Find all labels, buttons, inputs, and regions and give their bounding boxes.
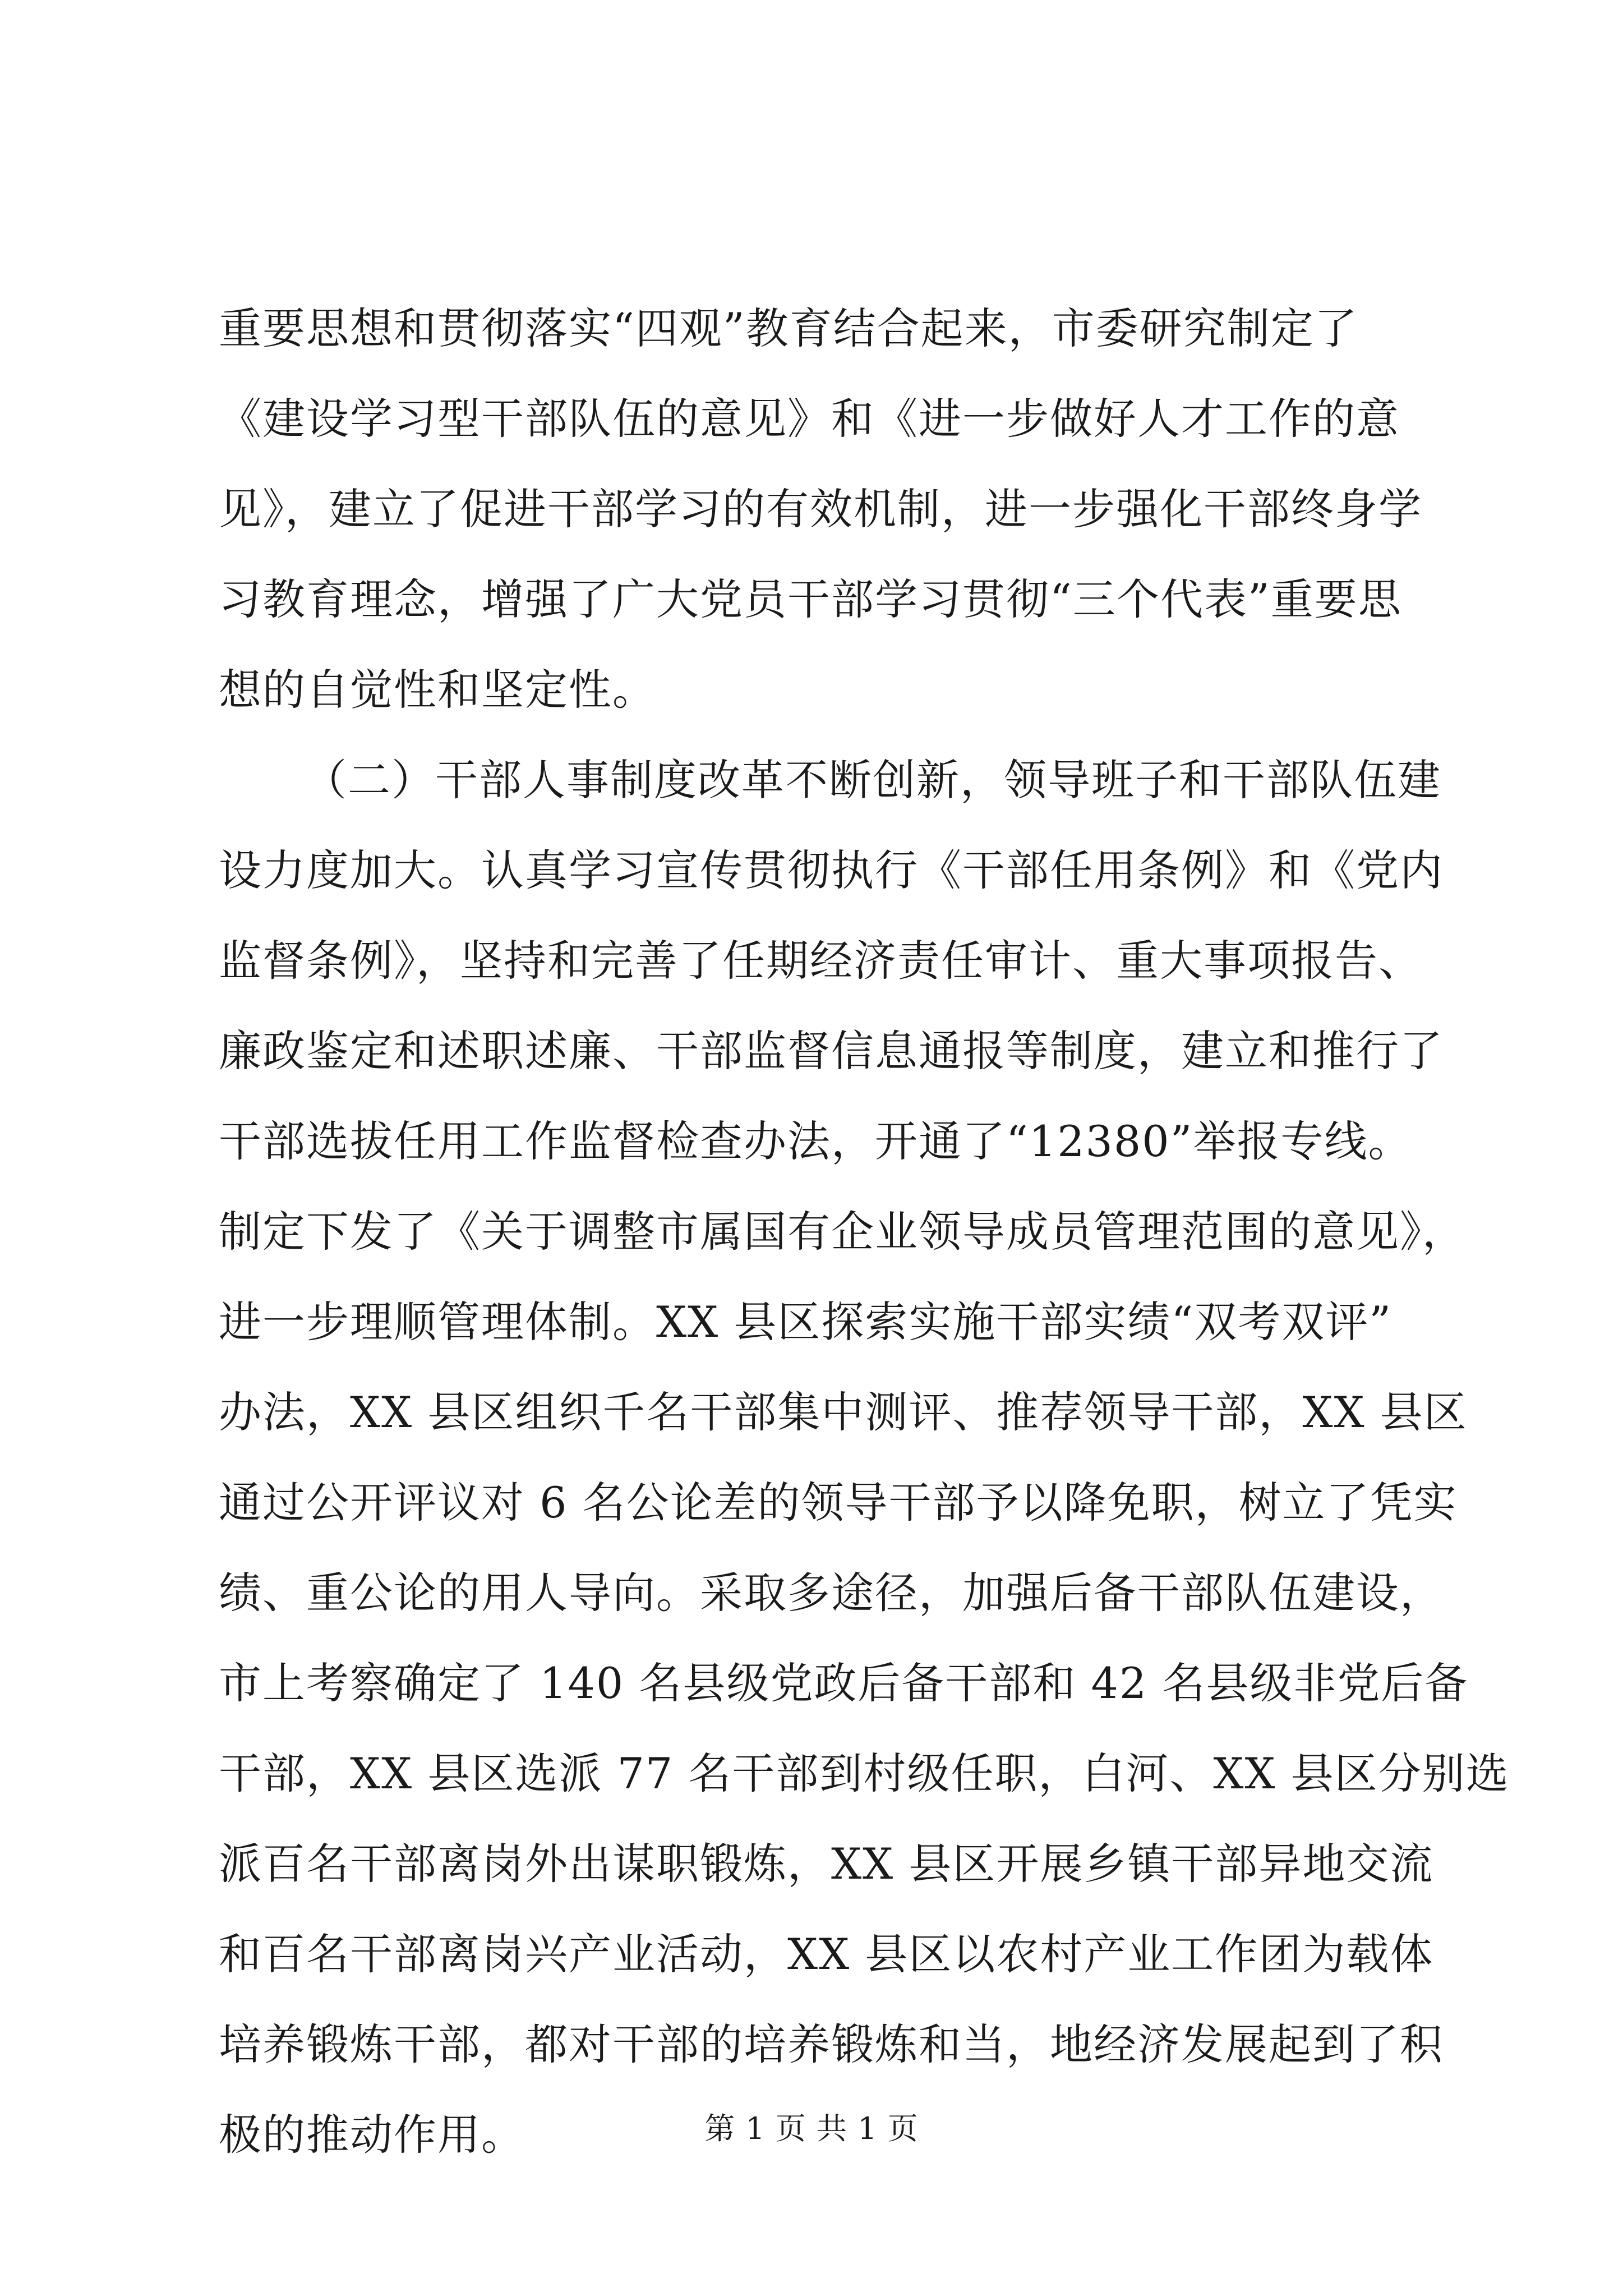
text-line: 干部，XX 县区选派 77 名干部到村级任职，白河、XX 县区分别选 <box>219 1749 1510 1798</box>
text-line: （二）干部人事制度改革不断创新，领导班子和干部队伍建 <box>304 755 1441 805</box>
text-line: 市上考察确定了 140 名县级党政后备干部和 42 名县级非党后备 <box>219 1658 1469 1708</box>
text-line: 和百名干部离岗兴产业活动，XX 县区以农村产业工作团为载体 <box>219 1929 1434 1979</box>
text-line: 重要思想和贯彻落实“四观”教育结合起来，市委研究制定了 <box>219 303 1358 353</box>
text-line: 想的自觉性和坚定性。 <box>219 665 656 715</box>
text-line: 进一步理顺管理体制。XX 县区探索实施干部实绩“双考双评” <box>219 1297 1393 1347</box>
text-line: 办法，XX 县区组织千名干部集中测评、推荐领导干部，XX 县区 <box>219 1387 1468 1437</box>
text-line: 极的推动作用。 <box>219 2110 525 2160</box>
text-line: 《建设学习型干部队伍的意见》和《进一步做好人才工作的意 <box>219 394 1400 444</box>
text-line: 监督条例》，坚持和完善了任期经济责任审计、重大事项报告、 <box>219 936 1422 986</box>
text-line: 设力度加大。认真学习宣传贯彻执行《干部任用条例》和《党内 <box>219 845 1444 895</box>
text-line: 干部选拔任用工作监督检查办法，开通了“12380”举报专线。 <box>219 1116 1412 1166</box>
paragraph-1 <box>219 283 1422 735</box>
text-line: 制定下发了《关于调整市属国有企业领导成员管理范围的意见》， <box>219 1207 1466 1257</box>
document-body <box>219 283 1510 2180</box>
text-line: 派百名干部离岗外出谋职锻炼，XX 县区开展乡镇干部异地交流 <box>219 1839 1434 1889</box>
text-line: 见》，建立了促进干部学习的有效机制，进一步强化干部终身学 <box>219 484 1422 534</box>
text-line: 绩、重公论的用人导向。采取多途径，加强后备干部队伍建设， <box>219 1568 1444 1618</box>
page-footer <box>0 2109 1623 2148</box>
paragraph-2 <box>219 735 1510 2180</box>
text-line: 通过公开评议对 6 名公论差的领导干部予以降免职，树立了凭实 <box>219 1478 1458 1527</box>
text-line: 习教育理念，增强了广大党员干部学习贯彻“三个代表”重要思 <box>219 574 1402 624</box>
text-line: 培养锻炼干部，都对干部的培养锻炼和当，地经济发展起到了积 <box>219 2019 1444 2069</box>
text-line: 廉政鉴定和述职述廉、干部监督信息通报等制度，建立和推行了 <box>219 1026 1444 1076</box>
page-number-label: 第 1 页 共 1 页 <box>704 2111 919 2146</box>
